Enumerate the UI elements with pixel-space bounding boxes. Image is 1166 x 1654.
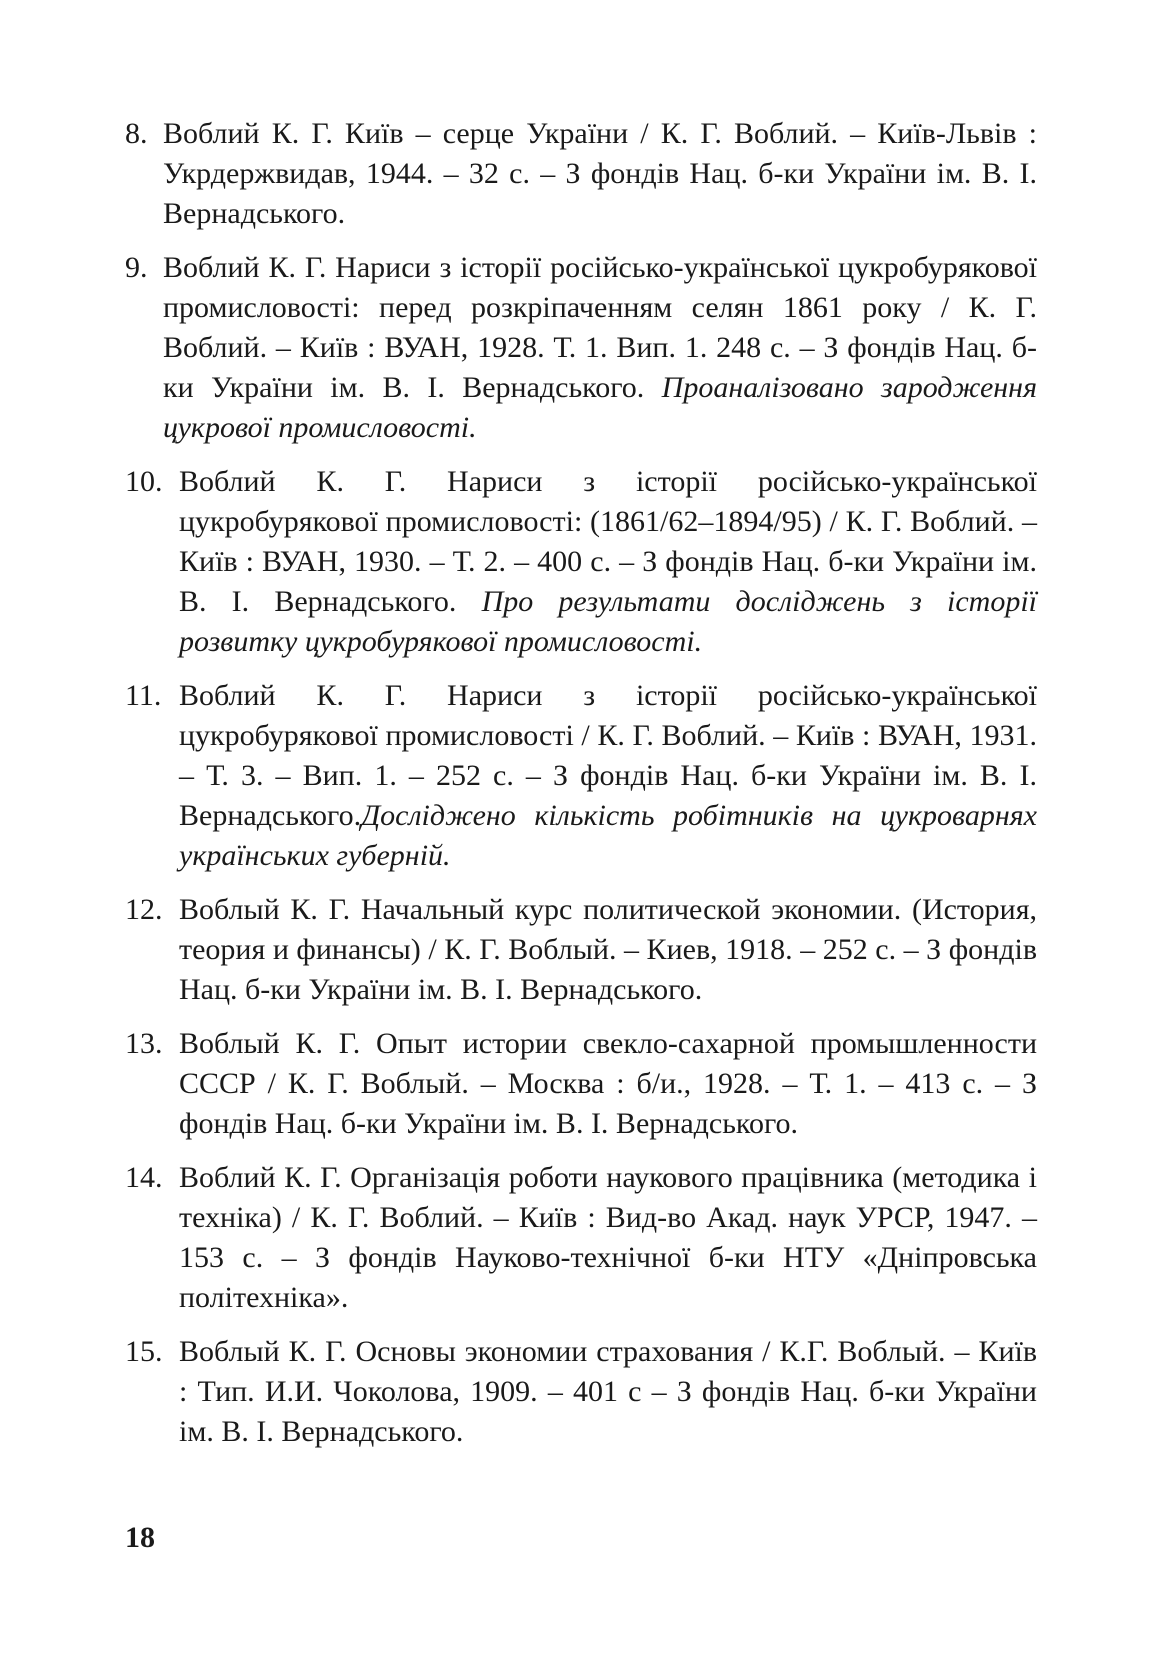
- bibliography-list: [125, 114, 1037, 1466]
- entry-body: [179, 1024, 1037, 1144]
- entry-number: 8.: [125, 117, 148, 150]
- entry-text: Воблий К. Г. Київ – серце України / К. Г. Воблий. – Київ-Львів : Укрдержвидав, 1944. – 32 с. – З фондів Нац. б-ки України ім. В. І. Вернадського.: [163, 117, 1037, 230]
- entry-annotation: Про результати досліджень з історії розвитку цукробурякової промисловості.: [179, 585, 1037, 658]
- page-number: 18: [125, 1521, 155, 1554]
- entry-annotation: Проаналізовано зародження цукрової промисловості.: [163, 371, 1038, 444]
- entry-text: Воблый К. Г. Основы экономии страхования / К.Г. Воблый. – Київ : Тип. И.И. Чоколова, 1909. – 401 с – З фондів Нац. б-ки України ім. В. І. Вернадського.: [179, 1335, 1037, 1448]
- entry-body: [179, 890, 1037, 1010]
- entry-number: 12.: [125, 893, 163, 926]
- bibliography-entry-12: [125, 890, 1037, 1010]
- entry-body: [179, 1332, 1037, 1452]
- entry-number: 14.: [125, 1161, 163, 1194]
- bibliography-entry-11: [125, 676, 1037, 876]
- entry-body: [179, 676, 1037, 876]
- bibliography-entry-14: [125, 1158, 1037, 1318]
- bibliography-entry-15: [125, 1332, 1037, 1452]
- entry-number: 10.: [125, 465, 163, 498]
- entry-number: 15.: [125, 1335, 163, 1368]
- entry-body: [163, 248, 1037, 448]
- bibliography-entry-8: [125, 114, 1037, 234]
- bibliography-entry-9: [125, 248, 1037, 448]
- entry-annotation: Досліджено кількість робітників на цукроварнях українських губерній.: [179, 799, 1037, 872]
- entry-body: [163, 114, 1037, 234]
- entry-text: Воблий К. Г. Нариси з історії російсько-української цукробурякової промисловості: (1861/62–1894/95) / К. Г. Воблий. – Київ : ВУАН, 1930. – Т. 2. – 400 с. – З фондів Нац. б-ки України ім. В. І. Вернадського.: [179, 465, 1037, 618]
- bibliography-entry-10: [125, 462, 1037, 662]
- entry-text: Воблый К. Г. Начальный курс политической экономии. (История, теория и финансы) / К. Г. Воблый. – Киев, 1918. – 252 с. – З фондів Нац. б-ки України ім. В. І. Вернадського.: [179, 893, 1037, 1006]
- entry-text: Воблий К. Г. Нариси з історії російсько-української цукробурякової промисловості: перед розкріпаченням селян 1861 року / К. Г. Воблий. – Київ : ВУАН, 1928. Т. 1. Вип. 1. 248 с. – З фондів Нац. б-ки України ім. В. І. Вернадського.: [163, 251, 1037, 404]
- entry-body: [179, 1158, 1037, 1318]
- entry-text: Воблый К. Г. Опыт истории свекло-сахарной промышленности СССР / К. Г. Воблый. – Москва : б/и., 1928. – Т. 1. – 413 с. – З фондів Нац. б-ки України ім. В. І. Вернадського.: [179, 1027, 1037, 1140]
- entry-number: 13.: [125, 1027, 163, 1060]
- bibliography-entry-13: [125, 1024, 1037, 1144]
- entry-number: 11.: [125, 679, 162, 712]
- entry-text: Воблий К. Г. Організація роботи наукового працівника (методика і техніка) / К. Г. Воблий. – Київ : Вид-во Акад. наук УРСР, 1947. – 153 с. – З фондів Науково-технічної б-ки НТУ «Дніпровська політехніка».: [179, 1161, 1037, 1314]
- entry-number: 9.: [125, 251, 148, 284]
- entry-body: [179, 462, 1037, 662]
- entry-text: Воблий К. Г. Нариси з історії російсько-української цукробурякової промисловості / К. Г. Воблий. – Київ : ВУАН, 1931. – Т. 3. – Вип. 1. – 252 с. – З фондів Нац. б-ки України ім. В. І. Вернадського.: [179, 679, 1037, 832]
